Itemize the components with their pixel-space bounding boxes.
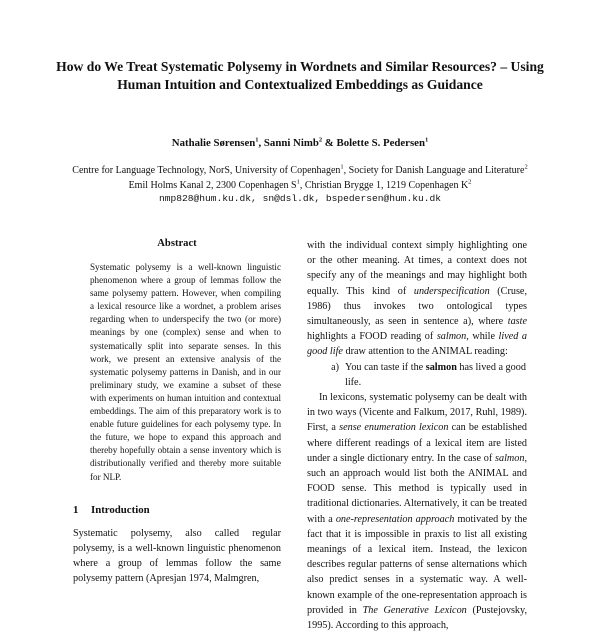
text-run: highlights a FOOD reading of: [307, 331, 437, 343]
italic-term: underspecification: [413, 285, 490, 297]
title-line-2: Human Intuition and Contextualized Embeddings as Guidance: [117, 77, 483, 92]
section-heading-introduction: [73, 504, 281, 516]
italic-term: one-representation approach: [335, 513, 455, 525]
author-name: Sanni Nimb: [263, 137, 319, 149]
text-run: In lexicons, systematic polysemy can be dealt with in two ways (Vicente and Falkum, 2017, Ruhl, 1989). First, a: [307, 392, 527, 434]
italic-term: The Generative Lexicon: [362, 604, 467, 616]
text-run: , while: [466, 331, 499, 343]
italic-term: salmon: [436, 331, 467, 343]
text-run: has lived a good life.: [345, 361, 526, 388]
affil-marker: 2: [468, 178, 472, 186]
italic-term: sense enumeration lexicon: [339, 422, 449, 434]
author-name: Bolette S. Pedersen: [336, 137, 425, 149]
section-title: Introduction: [91, 503, 150, 516]
text-run: You can taste if the: [345, 361, 426, 373]
affiliation-text: Centre for Language Technology, NorS, University of Copenhagen: [72, 165, 341, 176]
address-text: , Christian Brygge 1, 1219 Copenhagen K: [299, 180, 469, 191]
paragraph-underspecification: [307, 238, 527, 360]
italic-term: taste: [507, 316, 527, 328]
example-sentence-a: [307, 360, 527, 390]
affiliation-line-1: [0, 164, 600, 178]
text-run: can be established where different readings of a lexical item are listed under a single dictionary entry. In the case of: [307, 422, 527, 464]
author-affil-marker: 1: [255, 136, 259, 144]
example-label: a): [331, 361, 339, 373]
author-emails: nmp828@hum.ku.dk, sn@dsl.dk, bspedersen@hum.ku.dk: [158, 193, 442, 204]
author-name: Nathalie Sørensen: [171, 137, 256, 149]
affil-marker: 1: [340, 163, 344, 171]
section-number: 1: [73, 503, 79, 516]
affiliation-text: , Society for Danish Language and Literature: [343, 165, 525, 176]
author-separator: &: [322, 137, 337, 149]
text-run: (Pustejovsky, 1995). According to this approach,: [307, 604, 527, 632]
text-run: with the individual context simply highlighting one or the other meaning. At times, a context does not specify any of the meanings and may highlight both equally. This kind of: [307, 240, 527, 297]
author-affil-marker: 1: [424, 136, 429, 144]
text-run: (Cruse, 1986) thus invokes two ontological types simultaneously, as seen in sentence a), where: [307, 285, 527, 328]
right-column: [307, 238, 527, 633]
paper-title: [20, 58, 580, 94]
introduction-text: Systematic polysemy, also called regular polysemy, is a well-known linguistic phenomenon where a group of lemmas follow the same polysemy pattern (Apresjan 1974, Malmgren,: [73, 527, 281, 585]
affiliation-line-2: [0, 179, 600, 193]
text-run: motivated by the fact that it is impossible in praxis to list all existing meanings of a lexical item. Instead, the lexicon describes regular patterns of sense alternations which also predict senses in a systematic way. A well-known example of the one-representation approach is provided in: [307, 513, 528, 616]
italic-term: salmon: [495, 452, 525, 464]
title-line-1: How do We Treat Systematic Polysemy in Wordnets and Similar Resources? – Using: [56, 59, 544, 74]
affil-marker: 1: [296, 178, 300, 186]
text-run: draw attention to the ANIMAL reading:: [342, 346, 508, 358]
paragraph-lexicons: [307, 390, 527, 633]
example-text: [345, 360, 527, 390]
author-list: [0, 137, 600, 149]
author-affil-marker: 2: [318, 136, 323, 144]
abstract-heading: Abstract: [157, 238, 197, 249]
author-separator: ,: [258, 137, 264, 149]
left-column: [73, 238, 281, 586]
bold-term: salmon: [425, 361, 457, 373]
abstract-text: Systematic polysemy is a well-known linguistic phenomenon where a group of lemmas follow the same polysemy pattern. However, when compiling a lexical resource like a wordnet, a problem arises regarding when to underspecify the two (or more) meanings by one (complex) sense and when to systematically split into separate senses. In this work, we present an extensive analysis of the systematic polysemy patterns in Danish, and in our preliminary study, we examine a subset of these with experiments on human intuition and contextual embeddings. The aim of this preparatory work is to enable future guidelines for each polysemy type. In the future, we hope to expand this approach and thereby hopefully obtain a sense inventory which is distributionally verified and thereby more suitable for NLP.: [90, 262, 281, 482]
address-text: Emil Holms Kanal 2, 2300 Copenhagen S: [128, 180, 297, 191]
affil-marker: 2: [524, 163, 528, 171]
text-run: , such an approach would list both the ANIMAL and FOOD sense. This method is typically used in traditional dictionaries. Alternatively, it can be treated with a: [307, 452, 527, 525]
italic-term: lived a good life: [307, 331, 527, 358]
